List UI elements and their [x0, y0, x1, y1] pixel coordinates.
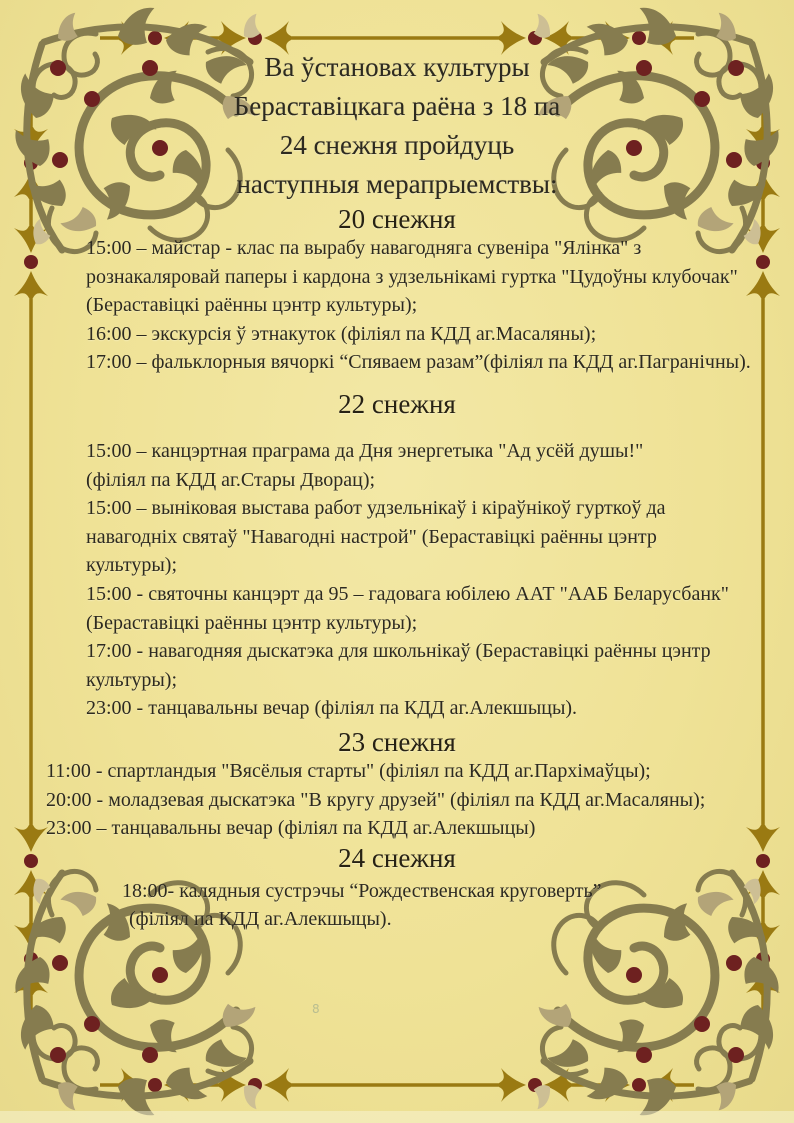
watermark-mark: 8	[312, 1002, 320, 1016]
section-heading-22-dec: 22 снежня	[338, 388, 456, 419]
event-line: 15:00 – майстар - клас па вырабу навагодняга сувеніра "Ялінка" з	[86, 237, 642, 259]
page-bottom-strip	[0, 1111, 794, 1123]
event-line: (Бераставіцкі раённы цэнтр культуры);	[86, 294, 418, 317]
event-line: 17:00 – фальклорныя вячоркі “Спяваем разам”(філіял па КДД аг.Пагранічны).	[86, 351, 751, 374]
poster-title-line: наступныя мерапрыемствы:	[236, 169, 558, 199]
poster-title-line: Ва ўстановах культуры	[264, 52, 530, 82]
section-heading-20-dec: 20 снежня	[338, 204, 456, 234]
event-line: 17:00 - навагодняя дыскатэка для школьнікаў (Бераставіцкі раённы цэнтр	[86, 640, 711, 663]
section-22-dec	[0, 437, 794, 723]
event-line: рознакаляровай паперы і кардона з удзельнікамі гуртка "Цудоўны клубочак"	[86, 265, 738, 288]
poster-title	[0, 48, 794, 204]
event-line: 20:00 - моладзевая дыскатэка "В кругу друзей" (філіял па КДД аг.Масаляны);	[46, 788, 706, 811]
section-heading-23-dec: 23 снежня	[338, 726, 456, 757]
event-line: 18:00- калядныя сустрэчы “Рождественская круговерть”	[122, 879, 602, 902]
event-line: 15:00 - святочны канцэрт да 95 – гадовага юбілею ААТ "ААБ Беларусбанк"	[86, 582, 729, 605]
section-20-dec	[0, 234, 794, 377]
event-line: (Бераставіцкі раённы цэнтр культуры);	[86, 611, 418, 634]
event-line: 11:00 - спартландыя "Вясёлыя старты" (філіял па КДД аг.Пархімаўцы);	[46, 759, 651, 782]
poster-title-line: 24 снежня пройдуць	[279, 130, 515, 160]
event-line: культуры);	[86, 668, 178, 691]
poster-title-line: Бераставіцкага раёна з 18 па	[233, 91, 561, 121]
section-heading-24-dec: 24 снежня	[338, 842, 456, 873]
event-line: (філіял па КДД аг.Стары Дворац);	[86, 468, 376, 491]
event-line: 15:00 – выніковая выстава работ удзельнікаў і кіраўнікоў гурткоў да	[86, 497, 666, 520]
section-24-dec	[0, 877, 794, 934]
event-line: 15:00 – канцэртная праграма да Дня энергетыка "Ад усёй душы!"	[86, 439, 644, 462]
event-line: 23:00 – танцавальны вечар (філіял па КДД аг.Алекшыцы)	[46, 817, 536, 840]
event-line: культуры);	[86, 554, 178, 577]
event-line: (філіял па КДД аг.Алекшыцы).	[129, 908, 392, 931]
event-line: 16:00 – экскурсія ў этнакуток (філіял па КДД аг.Масаляны);	[86, 322, 597, 345]
event-line: 23:00 - танцавальны вечар (філіял па КДД аг.Алекшыцы).	[86, 697, 578, 720]
event-line: навагодніх святаў "Навагодні настрой" (Бераставіцкі раённы цэнтр	[86, 525, 657, 548]
section-23-dec	[0, 757, 794, 843]
